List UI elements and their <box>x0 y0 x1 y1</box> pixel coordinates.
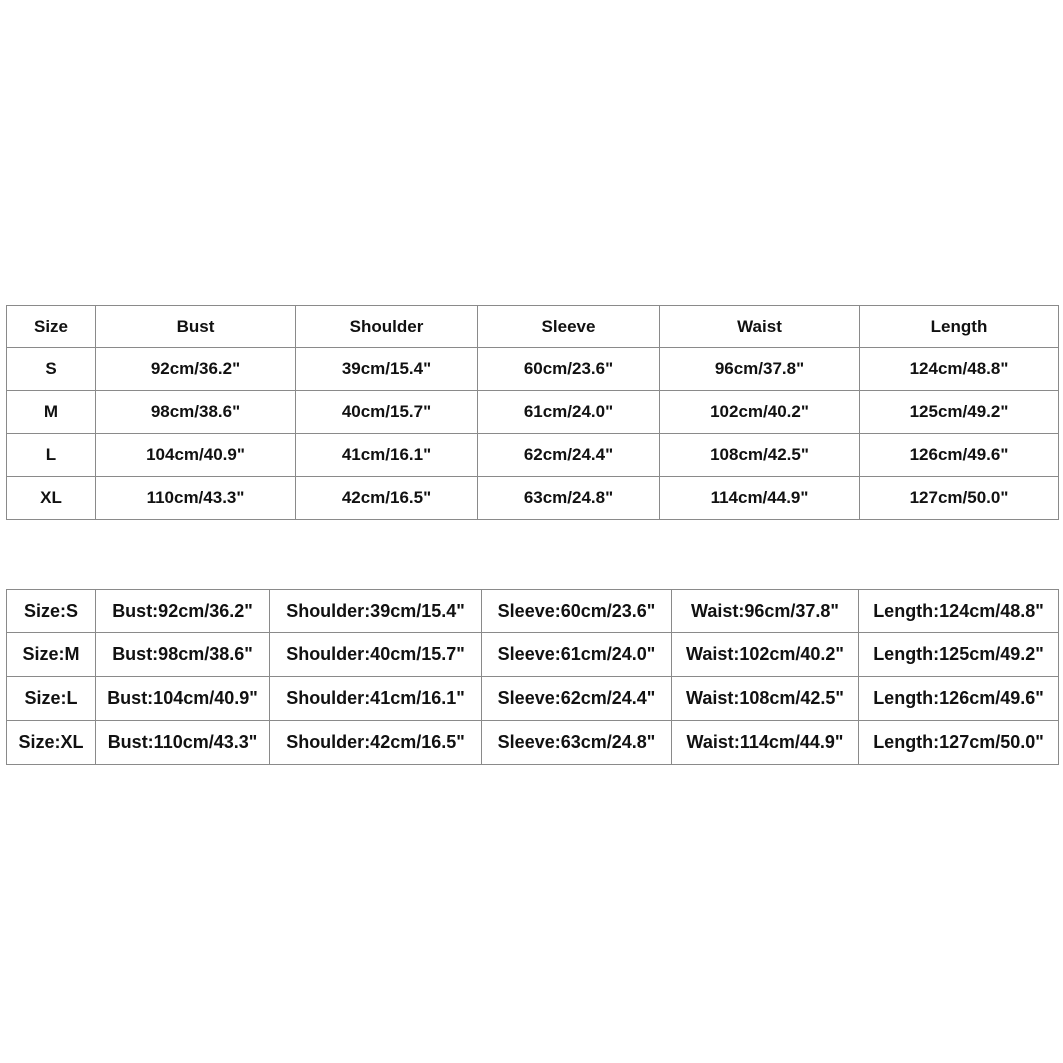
header-sleeve: Sleeve <box>478 306 660 348</box>
cell-bust: Bust:92cm/36.2" <box>96 590 270 633</box>
cell-size: Size:L <box>7 677 96 721</box>
table-row <box>7 677 1059 721</box>
cell-bust: 104cm/40.9" <box>96 434 296 477</box>
cell-length: 127cm/50.0" <box>860 477 1059 520</box>
cell-length: Length:124cm/48.8" <box>859 590 1059 633</box>
cell-waist: 96cm/37.8" <box>660 348 860 391</box>
cell-waist: Waist:114cm/44.9" <box>672 721 859 765</box>
cell-bust: Bust:104cm/40.9" <box>96 677 270 721</box>
cell-waist: Waist:102cm/40.2" <box>672 633 859 677</box>
cell-length: 125cm/49.2" <box>860 391 1059 434</box>
table-row <box>7 434 1059 477</box>
cell-waist: Waist:96cm/37.8" <box>672 590 859 633</box>
cell-length: Length:125cm/49.2" <box>859 633 1059 677</box>
header-waist: Waist <box>660 306 860 348</box>
table-row <box>7 348 1059 391</box>
cell-sleeve: Sleeve:60cm/23.6" <box>482 590 672 633</box>
table-row <box>7 477 1059 520</box>
cell-length: 126cm/49.6" <box>860 434 1059 477</box>
cell-shoulder: Shoulder:40cm/15.7" <box>270 633 482 677</box>
header-bust: Bust <box>96 306 296 348</box>
cell-length: Length:127cm/50.0" <box>859 721 1059 765</box>
table-row <box>7 633 1059 677</box>
cell-sleeve: 60cm/23.6" <box>478 348 660 391</box>
cell-bust: 110cm/43.3" <box>96 477 296 520</box>
cell-length: Length:126cm/49.6" <box>859 677 1059 721</box>
cell-sleeve: Sleeve:63cm/24.8" <box>482 721 672 765</box>
cell-bust: Bust:98cm/38.6" <box>96 633 270 677</box>
header-length: Length <box>860 306 1059 348</box>
cell-shoulder: 41cm/16.1" <box>296 434 478 477</box>
cell-waist: 108cm/42.5" <box>660 434 860 477</box>
cell-waist: 114cm/44.9" <box>660 477 860 520</box>
header-shoulder: Shoulder <box>296 306 478 348</box>
table-row <box>7 391 1059 434</box>
cell-size: M <box>7 391 96 434</box>
cell-length: 124cm/48.8" <box>860 348 1059 391</box>
table-row <box>7 721 1059 765</box>
cell-bust: 98cm/38.6" <box>96 391 296 434</box>
cell-shoulder: Shoulder:39cm/15.4" <box>270 590 482 633</box>
cell-shoulder: 39cm/15.4" <box>296 348 478 391</box>
cell-shoulder: 42cm/16.5" <box>296 477 478 520</box>
cell-size: XL <box>7 477 96 520</box>
cell-sleeve: 62cm/24.4" <box>478 434 660 477</box>
table-header-row <box>7 306 1059 348</box>
cell-shoulder: Shoulder:41cm/16.1" <box>270 677 482 721</box>
cell-size: Size:XL <box>7 721 96 765</box>
cell-shoulder: Shoulder:42cm/16.5" <box>270 721 482 765</box>
cell-sleeve: Sleeve:61cm/24.0" <box>482 633 672 677</box>
size-chart-table <box>6 305 1059 520</box>
table-row <box>7 590 1059 633</box>
cell-size: Size:M <box>7 633 96 677</box>
cell-waist: 102cm/40.2" <box>660 391 860 434</box>
header-size: Size <box>7 306 96 348</box>
cell-size: S <box>7 348 96 391</box>
cell-waist: Waist:108cm/42.5" <box>672 677 859 721</box>
cell-size: L <box>7 434 96 477</box>
cell-size: Size:S <box>7 590 96 633</box>
cell-sleeve: Sleeve:62cm/24.4" <box>482 677 672 721</box>
size-chart-inline-table <box>6 589 1059 765</box>
cell-shoulder: 40cm/15.7" <box>296 391 478 434</box>
cell-bust: 92cm/36.2" <box>96 348 296 391</box>
cell-sleeve: 63cm/24.8" <box>478 477 660 520</box>
cell-bust: Bust:110cm/43.3" <box>96 721 270 765</box>
cell-sleeve: 61cm/24.0" <box>478 391 660 434</box>
